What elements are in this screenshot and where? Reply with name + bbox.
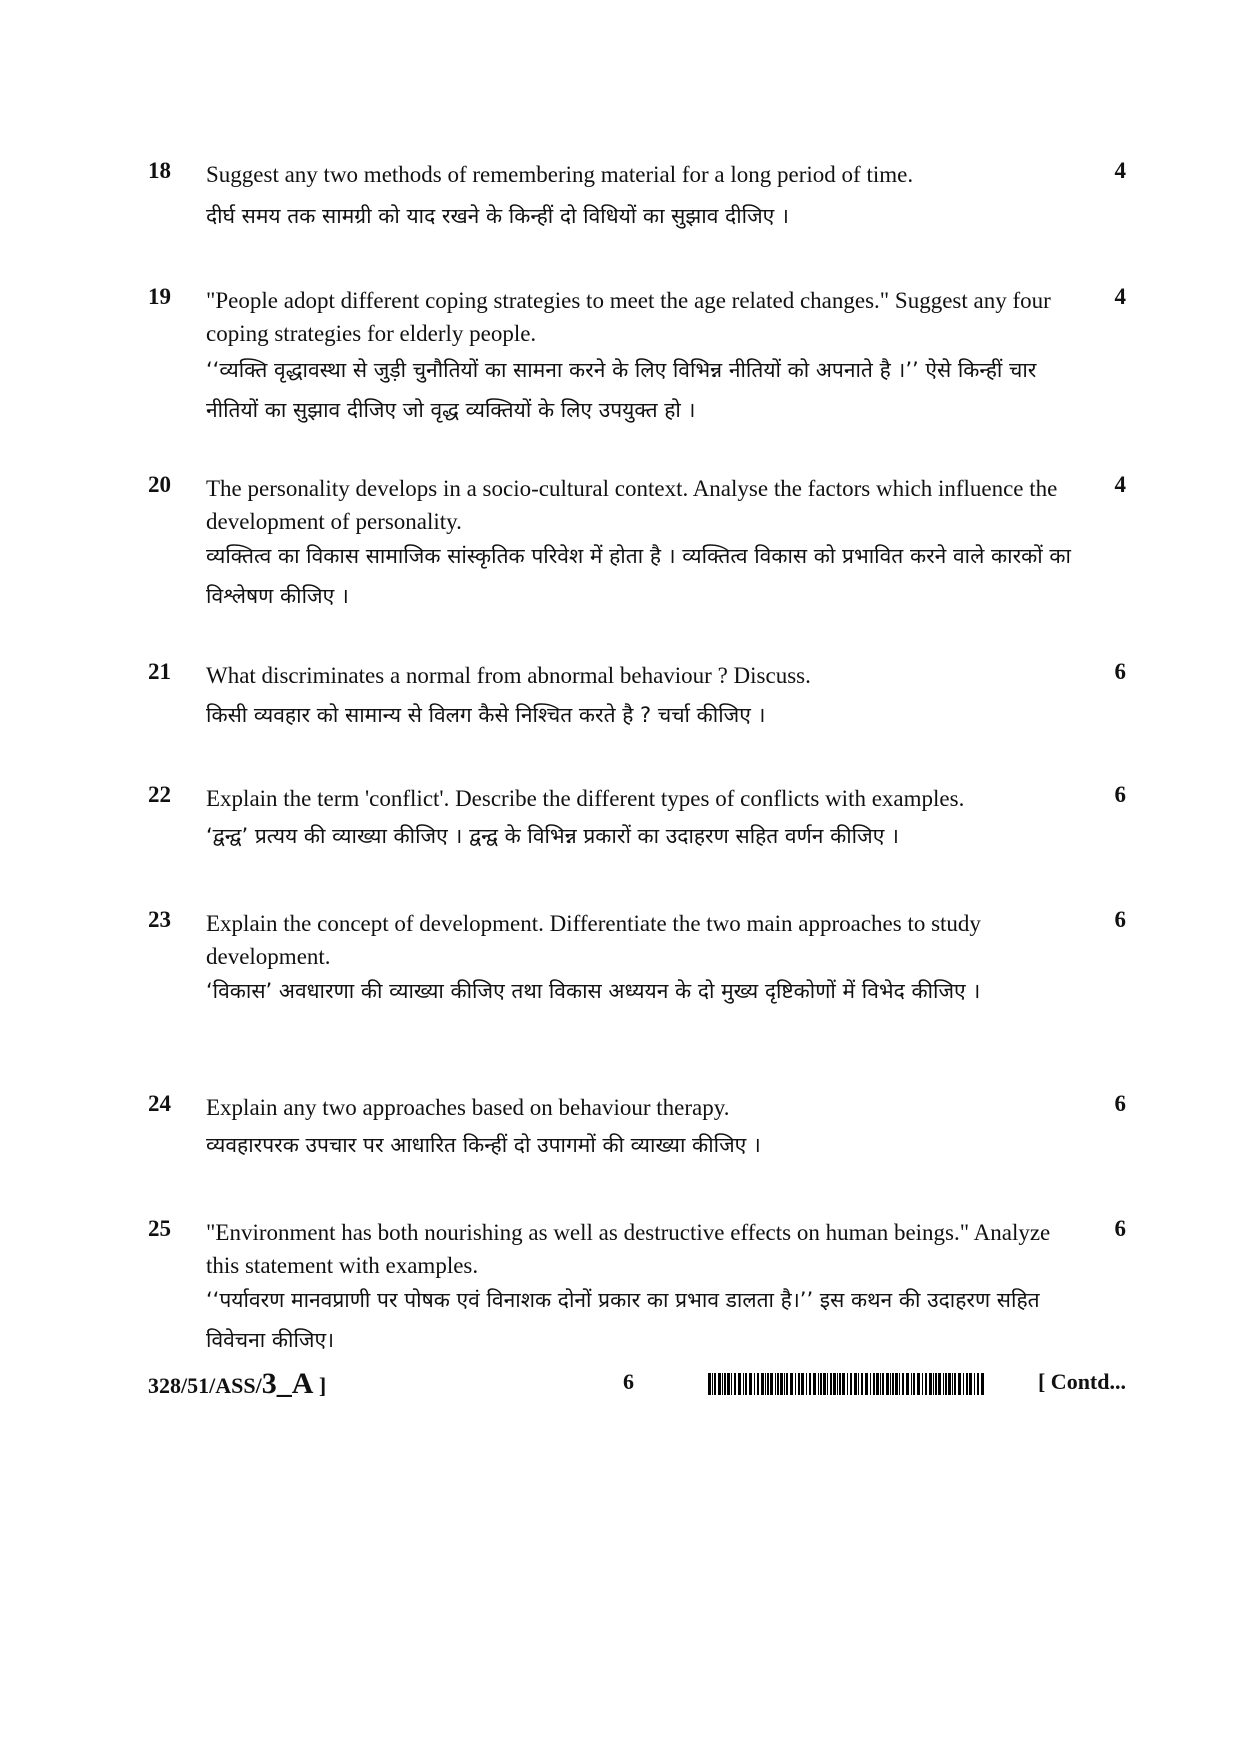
question-marks: 6 xyxy=(1114,782,1126,807)
question-text-english: Explain any two approaches based on behaviour therapy. xyxy=(206,1095,730,1120)
question-marks: 4 xyxy=(1114,472,1126,497)
question-text-english: The personality develops in a socio-cultural context. Analyse the factors which influence the development of personality. xyxy=(206,476,1058,534)
continued-label: [ Contd... xyxy=(1037,1369,1126,1394)
question-number: 22 xyxy=(148,782,171,807)
question-number: 24 xyxy=(148,1091,171,1116)
question-text-hindi: व्यक्तित्व का विकास सामाजिक सांस्कृतिक परिवेश में होता है । व्यक्तित्व विकास को प्रभावित करने वाले कारकों का विश्लेषण कीजिए । xyxy=(206,544,1071,608)
question-number: 19 xyxy=(148,284,171,309)
page-number: 6 xyxy=(623,1369,634,1394)
question-marks: 6 xyxy=(1114,659,1126,684)
question-number: 23 xyxy=(148,907,171,932)
question-number: 21 xyxy=(148,659,171,684)
question-marks: 4 xyxy=(1114,284,1126,309)
question-text-english: "Environment has both nourishing as well as destructive effects on human beings." Analyze this statement with examples. xyxy=(206,1220,1051,1278)
question-number: 25 xyxy=(148,1216,171,1241)
question-marks: 6 xyxy=(1114,907,1126,932)
question-text-hindi: ‘‘पर्यावरण मानवप्राणी पर पोषक एवं विनाशक दोनों प्रकार का प्रभाव डालता है।’’ इस कथन की उदाहरण सहित विवेचना कीजिए। xyxy=(206,1288,1040,1352)
question-marks: 6 xyxy=(1114,1091,1126,1116)
question-number: 18 xyxy=(148,158,171,183)
question-text-english: Explain the term 'conflict'. Describe the different types of conflicts with examples. xyxy=(206,786,965,811)
question-text-english: "People adopt different coping strategies to meet the age related changes." Suggest any four coping strategies for elderly people. xyxy=(206,288,1051,346)
question-marks: 4 xyxy=(1114,158,1126,183)
question-text-hindi: व्यवहारपरक उपचार पर आधारित किन्हीं दो उपागमों की व्याख्या कीजिए । xyxy=(206,1133,761,1157)
question-text-hindi: दीर्घ समय तक सामग्री को याद रखने के किन्हीं दो विधियों का सुझाव दीजिए । xyxy=(206,204,789,228)
question-text-english: Suggest any two methods of remembering material for a long period of time. xyxy=(206,162,914,187)
question-text-hindi: ‘विकास’ अवधारणा की व्याख्या कीजिए तथा विकास अध्ययन के दो मुख्य दृष्टिकोणों में विभेद कीजिए । xyxy=(206,979,981,1003)
question-text-hindi: किसी व्यवहार को सामान्य से विलग कैसे निश्चित करते है ? चर्चा कीजिए । xyxy=(206,703,766,727)
question-marks: 6 xyxy=(1114,1216,1126,1241)
page-footer xyxy=(148,1367,1126,1401)
question-text-english: Explain the concept of development. Differentiate the two main approaches to study development. xyxy=(206,911,981,969)
barcode-icon xyxy=(708,1373,985,1395)
question-number: 20 xyxy=(148,472,171,497)
paper-code-set: 3_A xyxy=(261,1367,314,1400)
question-text-hindi: ‘द्वन्द्व’ प्रत्यय की व्याख्या कीजिए । द्वन्द्व के विभिन्न प्रकारों का उदाहरण सहित वर्णन कीजिए । xyxy=(206,824,899,848)
question-text-english: What discriminates a normal from abnormal behaviour ? Discuss. xyxy=(206,663,811,688)
paper-code-suffix: ] xyxy=(313,1373,327,1398)
question-text-hindi: ‘‘व्यक्ति वृद्धावस्था से जुड़ी चुनौतियों का सामना करने के लिए विभिन्न नीतियों को अपनाते है ।’’ ऐसे किन्हीं चार नीतियों का सुझाव दीजिए जो वृद्ध व्यक्तियों के लिए उपयुक्त हो । xyxy=(206,358,1037,422)
paper-code-prefix: 328/51/ASS/ xyxy=(148,1373,262,1398)
paper-code xyxy=(148,1367,326,1401)
